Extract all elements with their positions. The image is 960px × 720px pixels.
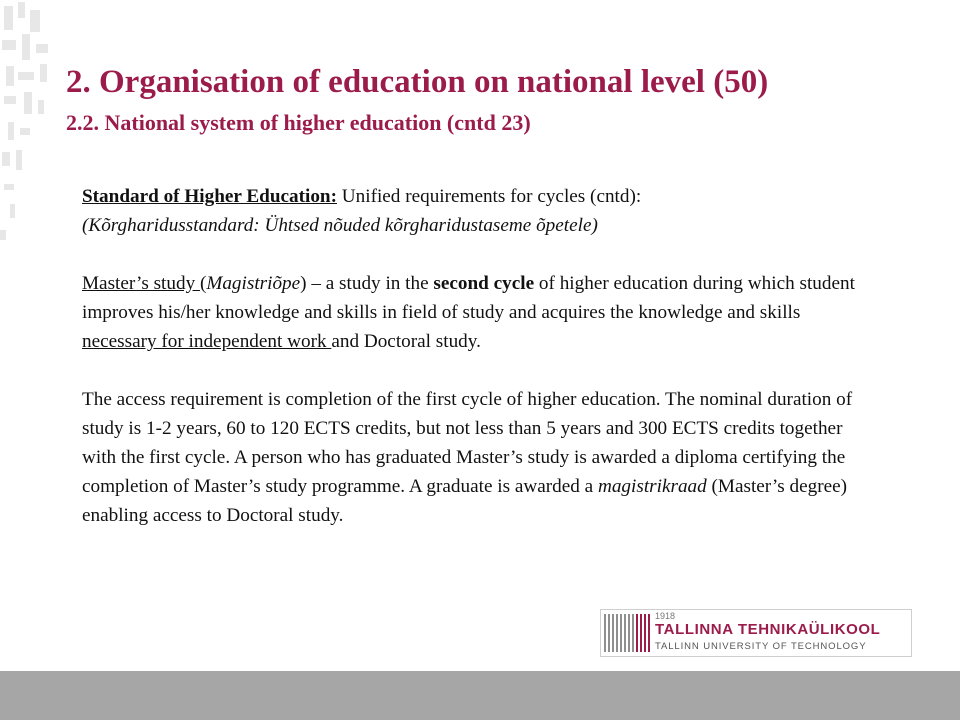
logo-subname: TALLINN UNIVERSITY OF TECHNOLOGY [655, 641, 867, 652]
masters-term: Master’s study [82, 273, 200, 294]
standard-paragraph [82, 182, 872, 211]
logo-bars-icon [604, 614, 650, 652]
masters-open-paren: ( [199, 273, 207, 294]
standard-heading: Standard of Higher Education: [82, 186, 337, 207]
slide-title: 2. Organisation of education on national level (50) [66, 64, 769, 100]
masters-term-estonian: Magistriõpe [206, 273, 301, 294]
slide-subtitle: 2.2. National system of higher education (cntd 23) [66, 110, 531, 135]
magistrikraad-term: magistrikraad [597, 476, 707, 497]
access-text-1: The access requirement is completion of the first cycle of higher education. The nominal duration of study is 1-2 years, 60 to 120 ECTS credits, but not less than 5 years and 300 ECTS credits together with the first cycle. A person who has graduated Master’s study is awarded a diploma certifying the completion of Master’s study programme. A graduate is awarded a [82, 389, 853, 497]
slide-body [82, 182, 872, 530]
masters-text-1: ) – a study in the [300, 273, 434, 294]
masters-text-3: and Doctoral study. [331, 331, 481, 352]
footer-band [0, 671, 960, 720]
paragraph-gap [82, 240, 872, 269]
decorative-corner-pattern [0, 0, 70, 720]
masters-text-2: of higher education during which student improves his/her knowledge and skills in field of study and acquires the knowledge and skills [82, 273, 855, 323]
second-cycle-emphasis: second cycle [433, 273, 535, 294]
access-paragraph [82, 385, 872, 530]
university-logo [600, 609, 912, 657]
logo-year: 1918 [655, 611, 676, 621]
estonian-translation-text: (Kõrgharidusstandard: Ühtsed nõuded kõrgharidustaseme õpetele) [82, 215, 598, 236]
access-text-2: (Master’s degree) enabling access to Doctoral study. [82, 476, 848, 526]
logo-name: TALLINNA TEHNIKAÜLIKOOL [655, 621, 881, 638]
independent-work-emphasis: necessary for independent work [82, 331, 332, 352]
standard-text: Unified requirements for cycles (cntd): [336, 186, 642, 207]
paragraph-gap [82, 356, 872, 385]
masters-paragraph [82, 269, 872, 356]
estonian-translation [82, 211, 872, 240]
